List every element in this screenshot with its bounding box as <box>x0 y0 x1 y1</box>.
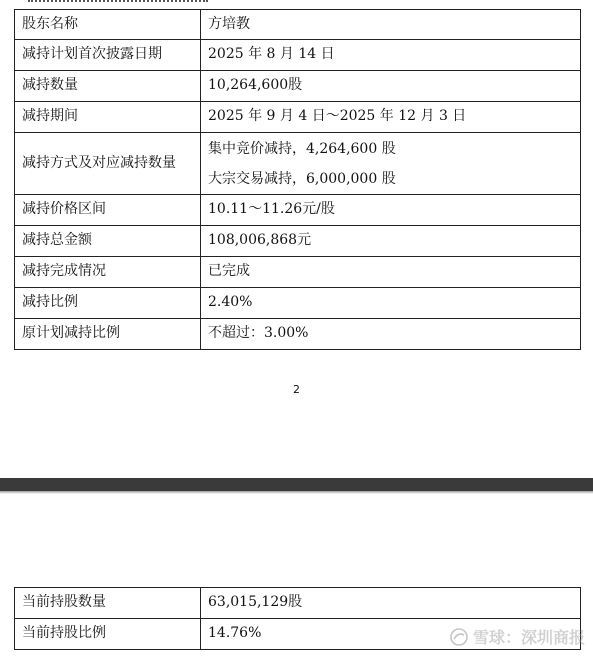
table-row <box>15 288 581 319</box>
row-label: 减持期间 <box>15 102 201 133</box>
table-row <box>15 195 581 226</box>
table-row <box>15 102 581 133</box>
row-label: 减持计划首次披露日期 <box>15 40 201 71</box>
value-line: 大宗交易减持，6,000,000 股 <box>208 170 396 187</box>
row-value: 10.11～11.26元/股 <box>201 195 581 226</box>
snowball-logo-icon <box>449 627 469 647</box>
row-value: 方培教 <box>201 10 581 40</box>
table-row <box>15 226 581 257</box>
row-value: 2025 年 9 月 4 日～2025 年 12 月 3 日 <box>201 102 581 133</box>
value-line: 集中竞价减持，4,264,600 股 <box>208 140 396 157</box>
row-label: 当前持股比例 <box>15 619 201 650</box>
row-value: 2.40% <box>201 288 581 319</box>
table-row <box>15 319 581 350</box>
row-label: 减持方式及对应减持数量 <box>15 133 201 195</box>
reduction-details-table <box>14 9 581 350</box>
watermark-text: 雪球：深圳商报 <box>472 628 585 647</box>
row-value: 2025 年 8 月 14 日 <box>201 40 581 71</box>
table-row <box>15 133 581 195</box>
row-value: 108,006,868元 <box>201 226 581 257</box>
cropped-text-fragment <box>28 0 208 6</box>
table-row <box>15 10 581 40</box>
table-row <box>15 257 581 288</box>
row-value: 14.76% <box>201 619 581 650</box>
page-number: 2 <box>293 383 300 396</box>
row-value: 10,264,600股 <box>201 71 581 102</box>
table-row <box>15 71 581 102</box>
row-label: 减持价格区间 <box>15 195 201 226</box>
row-label: 股东名称 <box>15 10 201 40</box>
watermark <box>449 625 585 648</box>
row-label: 原计划减持比例 <box>15 319 201 350</box>
row-value: 已完成 <box>201 257 581 288</box>
row-label: 减持比例 <box>15 288 201 319</box>
row-label: 当前持股数量 <box>15 588 201 619</box>
row-label: 减持总金额 <box>15 226 201 257</box>
row-value <box>201 133 581 195</box>
row-label: 减持完成情况 <box>15 257 201 288</box>
page-separator <box>0 478 593 491</box>
table-row <box>15 40 581 71</box>
row-value: 63,015,129股 <box>201 588 581 619</box>
table-row <box>15 588 581 619</box>
row-label: 减持数量 <box>15 71 201 102</box>
row-value: 不超过：3.00% <box>201 319 581 350</box>
